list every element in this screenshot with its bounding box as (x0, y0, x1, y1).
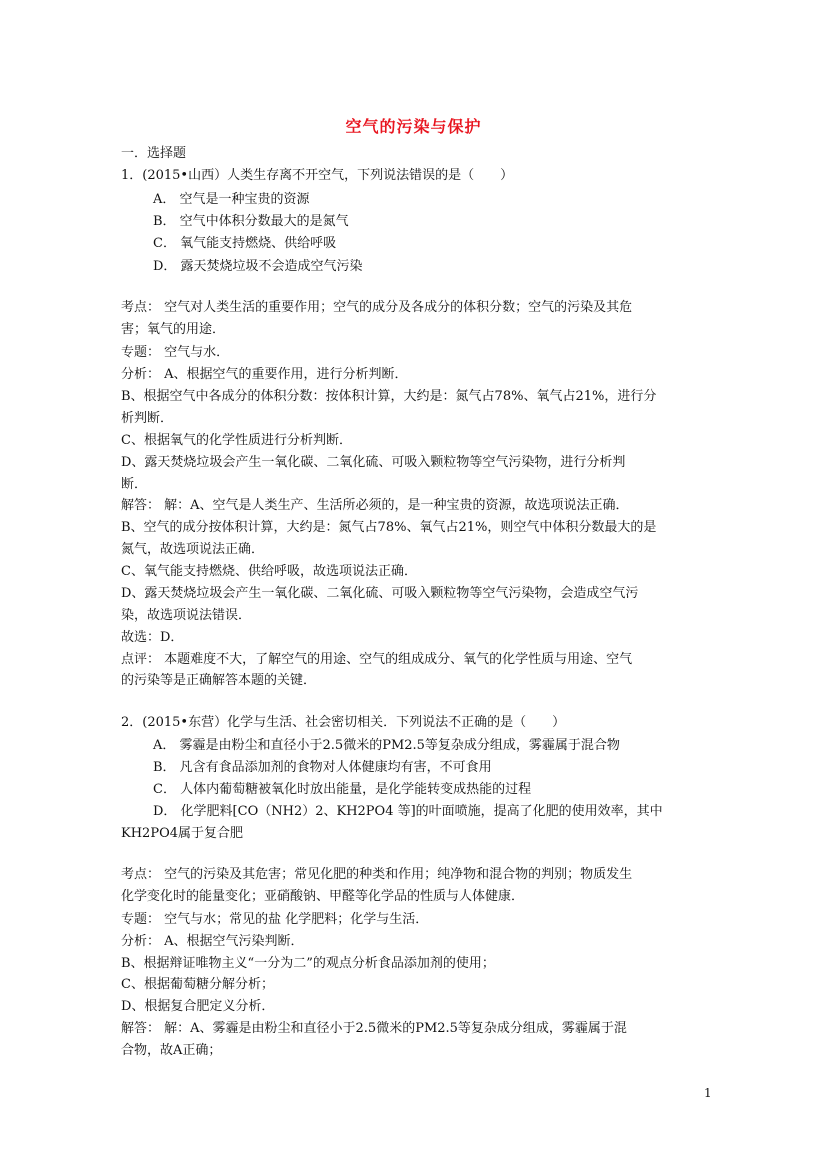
question-option: A． 雾霾是由粉尘和直径小于2.5微米的PM2.5等复杂成分组成，雾霾属于混合物 (153, 738, 620, 753)
analysis-line: D、露天焚烧垃圾会产生一氧化碳、二氧化硫、可吸入颗粒物等空气污染物，进行分析判 (121, 455, 626, 470)
analysis-line: 专题： 空气与水；常见的盐 化学肥料；化学与生活． (121, 912, 429, 927)
analysis-line: B、根据空气中各成分的体积分数：按体积计算，大约是：氮气占78%、氧气占21%，进行分 (121, 389, 657, 404)
analysis-line: 故选：D． (121, 630, 184, 645)
analysis-line: 氮气，故选项说法正确． (121, 542, 265, 557)
analysis-line: 染，故选项说法错误． (121, 608, 252, 623)
analysis-line: D、根据复合肥定义分析． (121, 999, 275, 1014)
analysis-line: 专题： 空气与水． (121, 345, 230, 360)
question-option: D． 化学肥料[CO（NH2）2、KH2PO4 等]的叶面喷施，提高了化肥的使用效率，其中 (153, 804, 663, 819)
analysis-line: 分析： A、根据空气的重要作用，进行分析判断． (121, 367, 408, 382)
analysis-line: D、露天焚烧垃圾会产生一氧化碳、二氧化硫、可吸入颗粒物等空气污染物，会造成空气污 (121, 586, 639, 601)
question-option: B． 空气中体积分数最大的是氮气 (153, 214, 349, 229)
analysis-line: C、氧气能支持燃烧、供给呼吸，故选项说法正确． (121, 564, 417, 579)
analysis-line: 合物，故A正确； (121, 1043, 222, 1058)
analysis-line: 分析： A、根据空气污染判断． (121, 934, 304, 949)
analysis-line: 析判断． (121, 411, 174, 426)
question-option: C． 氧气能支持燃烧、供给呼吸 (153, 236, 337, 251)
analysis-line: 化学变化时的能量变化；亚硝酸钠、甲醛等化学品的性质与人体健康． (121, 889, 525, 904)
question-option: C． 人体内葡萄糖被氧化时放出能量，是化学能转变成热能的过程 (153, 782, 532, 797)
analysis-line: 考点： 空气对人类生活的重要作用；空气的成分及各成分的体积分数；空气的污染及其危 (121, 300, 633, 315)
analysis-line: C、根据葡萄糖分解分析； (121, 977, 274, 992)
analysis-line: 解答： 解：A、雾霾是由粉尘和直径小于2.5微米的PM2.5等复杂成分组成，雾霾属于混 (121, 1021, 627, 1036)
page-number: 1 (704, 1086, 712, 1100)
question-option: D． 露天焚烧垃圾不会造成空气污染 (153, 259, 363, 274)
analysis-line: 考点： 空气的污染及其危害；常见化肥的种类和作用；纯净物和混合物的判别；物质发生 (121, 867, 633, 882)
question-option-continuation: KH2PO4属于复合肥 (121, 826, 243, 841)
analysis-line: B、空气的成分按体积计算，大约是：氮气占78%、氧气占21%，则空气中体积分数最大的是 (121, 520, 657, 535)
document-title: 空气的污染与保护 (345, 117, 482, 136)
analysis-line: 点评： 本题难度不大，了解空气的用途、空气的组成成分、氧气的化学性质与用途、空气 (121, 652, 633, 667)
analysis-line: C、根据氧气的化学性质进行分析判断． (121, 433, 352, 448)
question-stem: 2．(2015•东营）化学与生活、社会密切相关．下列说法不正确的是（ ） (121, 715, 566, 730)
analysis-line: 解答： 解：A、空气是人类生产、生活所必须的，是一种宝贵的资源，故选项说法正确． (121, 498, 629, 513)
analysis-line: 的污染等是正确解答本题的关键． (121, 673, 317, 688)
question-stem: 1．(2015•山西）人类生存离不开空气，下列说法错误的是（ ） (121, 168, 514, 183)
section-heading: 一．选择题 (121, 146, 187, 161)
analysis-line: 断． (121, 477, 148, 492)
question-option: B． 凡含有食品添加剂的食物对人体健康均有害，不可食用 (153, 760, 492, 775)
analysis-line: B、根据辩证唯物主义“一分为二”的观点分析食品添加剂的使用； (121, 956, 495, 971)
question-option: A． 空气是一种宝贵的资源 (153, 192, 310, 207)
analysis-line: 害；氧气的用途． (121, 322, 226, 337)
